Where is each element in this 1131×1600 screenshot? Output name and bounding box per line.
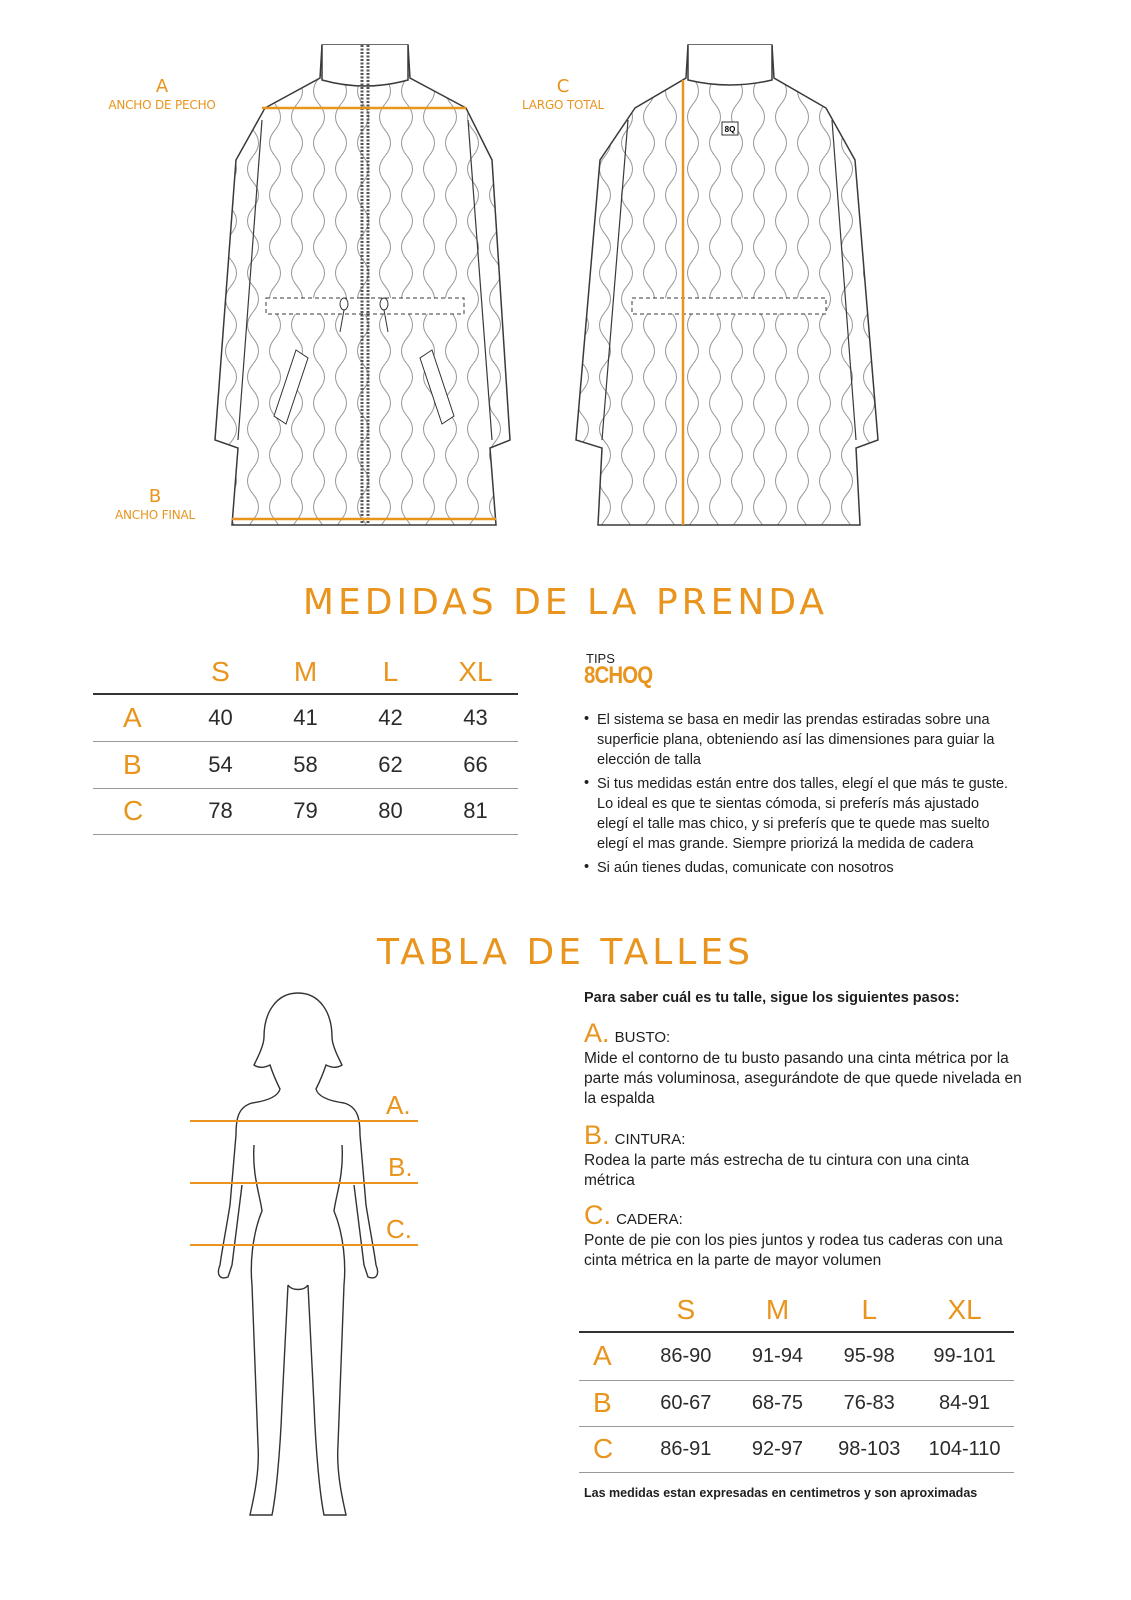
table-cell: 42 (348, 694, 433, 741)
table-cell: 68-75 (732, 1380, 824, 1426)
step-c (584, 1200, 1024, 1271)
tips-list (584, 710, 1009, 882)
step-description: Rodea la parte más estrecha de tu cintura con una cinta métrica (584, 1152, 970, 1189)
label-b-text: ANCHO FINAL (115, 508, 195, 522)
size-header: L (348, 650, 433, 694)
step-a (584, 1018, 1024, 1109)
body-line-label-c: C. (386, 1214, 412, 1244)
row-label: A (579, 1332, 640, 1380)
size-header: S (178, 650, 263, 694)
table-cell: 95-98 (823, 1332, 915, 1380)
table-cell: 60-67 (640, 1380, 732, 1426)
table-cell: 80 (348, 788, 433, 834)
table-cell: 86-91 (640, 1426, 732, 1472)
table-cell: 79 (263, 788, 348, 834)
front-jacket-drawing (215, 45, 510, 525)
size-chart-intro: Para saber cuál es tu talle, sigue los siguientes pasos: (584, 990, 960, 1006)
step-letter: A. (584, 1018, 610, 1048)
table-cell: 62 (348, 741, 433, 788)
back-jacket-drawing (576, 45, 878, 525)
size-header: XL (915, 1288, 1014, 1332)
size-header: M (263, 650, 348, 694)
size-header: M (732, 1288, 824, 1332)
table-cell: 41 (263, 694, 348, 741)
table-row (93, 788, 518, 834)
row-label: C (93, 788, 178, 834)
row-label: B (579, 1380, 640, 1426)
brand-logo: 8CHOQ (584, 662, 653, 689)
row-label: B (93, 741, 178, 788)
table-row (579, 1426, 1014, 1472)
step-b (584, 1120, 1024, 1191)
step-name: BUSTO: (614, 1029, 671, 1046)
size-chart-footnote: Las medidas estan expresadas en centimetros y son aproximadas (584, 1486, 978, 1500)
step-description: Mide el contorno de tu busto pasando una cinta métrica por la parte más voluminosa, asegurándote de que quede nivelada en la espalda (584, 1050, 1022, 1107)
table-cell: 78 (178, 788, 263, 834)
table-cell: 104-110 (915, 1426, 1014, 1472)
size-header: L (823, 1288, 915, 1332)
table-cell: 92-97 (732, 1426, 824, 1472)
row-label: C (579, 1426, 640, 1472)
table-cell: 66 (433, 741, 518, 788)
table-cell: 91-94 (732, 1332, 824, 1380)
body-line-label-b: B. (388, 1152, 413, 1182)
table-cell: 43 (433, 694, 518, 741)
table-cell: 81 (433, 788, 518, 834)
body-size-table (579, 1288, 1014, 1473)
table-row (579, 1380, 1014, 1426)
list-item: • Si tus medidas están entre dos talles, elegí el que más te guste. Lo ideal es que te sientas cómoda, si preferís más ajustado elegí el talle mas chico, y si preferís que te quede mas suelto elegí el mas grande. Siempre priorizá la medida de cadera (584, 774, 1009, 854)
step-description: Ponte de pie con los pies juntos y rodea tus caderas con una cinta métrica en la parte de mayor volumen (584, 1232, 1003, 1269)
tips-header: TIPS (586, 651, 615, 666)
size-header: XL (433, 650, 518, 694)
garment-measure-table (93, 650, 518, 835)
label-c-text: LARGO TOTAL (522, 98, 604, 112)
table-row (579, 1332, 1014, 1380)
table-cell: 40 (178, 694, 263, 741)
label-c-letter: C (556, 76, 570, 97)
table-cell: 76-83 (823, 1380, 915, 1426)
table-row (93, 694, 518, 741)
size-header: S (640, 1288, 732, 1332)
body-line-label-a: A. (386, 1090, 411, 1120)
body-figure (180, 985, 430, 1530)
label-a-letter: A (155, 76, 169, 97)
step-letter: B. (584, 1120, 610, 1150)
row-label: A (93, 694, 178, 741)
table-cell: 54 (178, 741, 263, 788)
label-a-text: ANCHO DE PECHO (108, 98, 216, 112)
table-row (93, 741, 518, 788)
step-letter: C. (584, 1200, 611, 1230)
label-b-letter: B (148, 486, 162, 507)
size-chart-title: TABLA DE TALLES (377, 932, 754, 973)
table-cell: 98-103 (823, 1426, 915, 1472)
step-name: CINTURA: (614, 1131, 686, 1148)
table-cell: 84-91 (915, 1380, 1014, 1426)
step-name: CADERA: (616, 1211, 683, 1228)
back-tag-text: 8Q (724, 125, 736, 134)
table-cell: 86-90 (640, 1332, 732, 1380)
table-cell: 58 (263, 741, 348, 788)
garment-section-title: MEDIDAS DE LA PRENDA (302, 582, 829, 623)
list-item: • Si aún tienes dudas, comunicate con nosotros (584, 858, 1009, 878)
list-item: • El sistema se basa en medir las prendas estiradas sobre una superficie plana, obteniendo así las dimensiones para guiar la elección de talla (584, 710, 1009, 770)
table-cell: 99-101 (915, 1332, 1014, 1380)
